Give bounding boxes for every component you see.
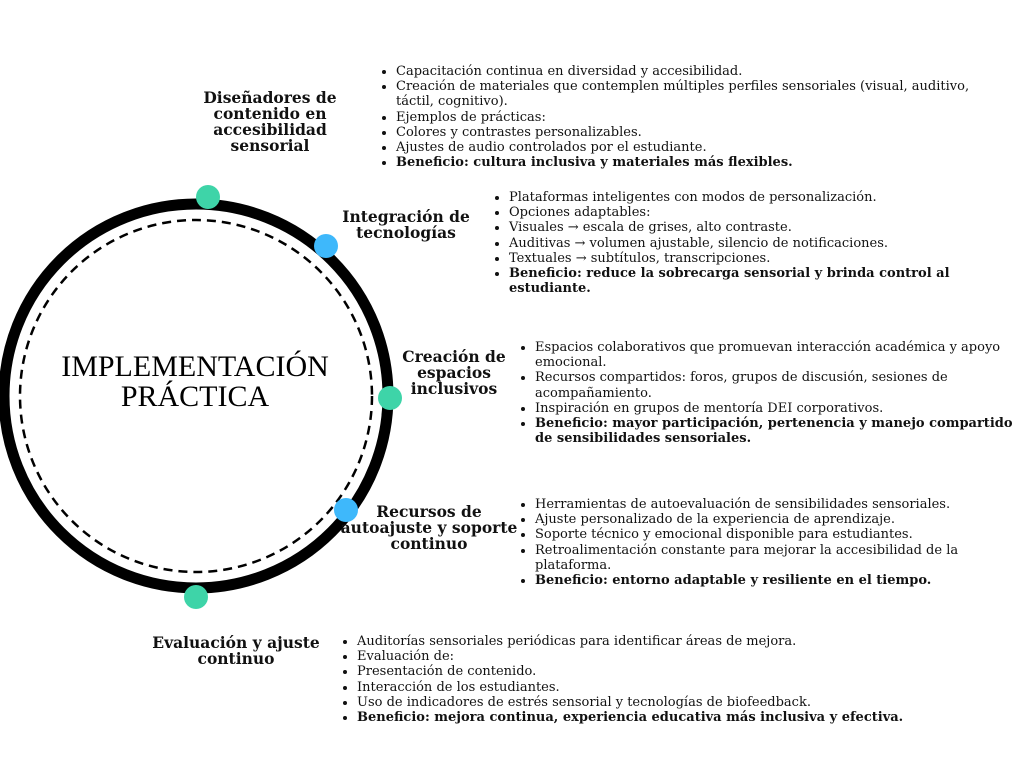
center-title-line-2: PRÁCTICA <box>120 380 270 413</box>
list-item: • Evaluación de: <box>357 649 997 664</box>
list-item: • Colores y contrastes personalizables. <box>396 125 996 140</box>
heading-line: inclusivos <box>410 379 498 398</box>
list-item: • Ejemplos de prácticas: <box>396 110 996 125</box>
center-title-line-1: IMPLEMENTACIÓN <box>61 350 329 383</box>
list-item: • Presentación de contenido. <box>357 664 997 679</box>
list-item: • Plataformas inteligentes con modos de personalización. <box>509 190 999 205</box>
dot-section-1 <box>196 185 220 209</box>
benefit-item: • Beneficio: reduce la sobrecarga sensorial y brinda control al estudiante. <box>509 266 999 296</box>
list-item: • Recursos compartidos: foros, grupos de discusión, sesiones de acompañamiento. <box>535 370 1024 400</box>
list-item: • Visuales → escala de grises, alto contraste. <box>509 220 999 235</box>
heading-line: espacios <box>417 363 491 382</box>
bullet-list-disenadores <box>376 64 996 170</box>
heading-line: Integración de <box>342 207 470 226</box>
benefit-item: • Beneficio: mayor participación, pertenencia y manejo compartido de sensibilidades sensoriales. <box>535 416 1024 446</box>
section-heading-disenadores <box>195 90 345 154</box>
heading-line: Recursos de <box>376 502 482 521</box>
heading-line: contenido en <box>213 104 327 123</box>
bullet-list-evaluacion <box>337 634 997 725</box>
center-title <box>30 352 360 412</box>
dot-section-5 <box>184 585 208 609</box>
list-item: • Inspiración en grupos de mentoría DEI corporativos. <box>535 401 1024 416</box>
list-item: • Retroalimentación constante para mejorar la accesibilidad de la plataforma. <box>535 543 1024 573</box>
benefit-item: • Beneficio: cultura inclusiva y materiales más flexibles. <box>396 155 996 170</box>
dot-section-2 <box>314 234 338 258</box>
list-item: • Textuales → subtítulos, transcripciones. <box>509 251 999 266</box>
list-item: • Soporte técnico y emocional disponible para estudiantes. <box>535 527 1024 542</box>
heading-line: continuo <box>390 534 468 553</box>
heading-line: sensorial <box>230 136 310 155</box>
list-item: • Capacitación continua en diversidad y accesibilidad. <box>396 64 996 79</box>
section-heading-espacios <box>396 349 512 397</box>
section-heading-evaluacion <box>148 635 324 667</box>
heading-line: Creación de <box>402 347 506 366</box>
list-item: • Creación de materiales que contemplen múltiples perfiles sensoriales (visual, auditivo, táctil, cognitivo). <box>396 79 996 109</box>
bullet-list-recursos <box>515 497 1024 588</box>
list-item: • Uso de indicadores de estrés sensorial y tecnologías de biofeedback. <box>357 695 997 710</box>
heading-line: continuo <box>197 649 275 668</box>
list-item: • Ajuste personalizado de la experiencia de aprendizaje. <box>535 512 1024 527</box>
list-item: • Interacción de los estudiantes. <box>357 680 997 695</box>
list-item: • Espacios colaborativos que promuevan interacción académica y apoyo emocional. <box>535 340 1024 370</box>
list-item: • Opciones adaptables: <box>509 205 999 220</box>
bullet-list-integracion <box>489 190 999 296</box>
bullet-list-espacios <box>515 340 1024 446</box>
list-item: • Ajustes de audio controlados por el estudiante. <box>396 140 996 155</box>
section-heading-integracion <box>336 209 476 241</box>
list-item: • Auditivas → volumen ajustable, silencio de notificaciones. <box>509 236 999 251</box>
benefit-item: • Beneficio: entorno adaptable y resiliente en el tiempo. <box>535 573 1024 588</box>
heading-line: tecnologías <box>356 223 456 242</box>
section-heading-recursos <box>338 504 520 552</box>
list-item: • Herramientas de autoevaluación de sensibilidades sensoriales. <box>535 497 1024 512</box>
heading-line: Diseñadores de <box>203 88 337 107</box>
heading-line: accesibilidad <box>213 120 327 139</box>
benefit-item: • Beneficio: mejora continua, experiencia educativa más inclusiva y efectiva. <box>357 710 997 725</box>
list-item: • Auditorías sensoriales periódicas para identificar áreas de mejora. <box>357 634 997 649</box>
heading-line: Evaluación y ajuste <box>152 633 320 652</box>
heading-line: autoajuste y soporte <box>340 518 518 537</box>
